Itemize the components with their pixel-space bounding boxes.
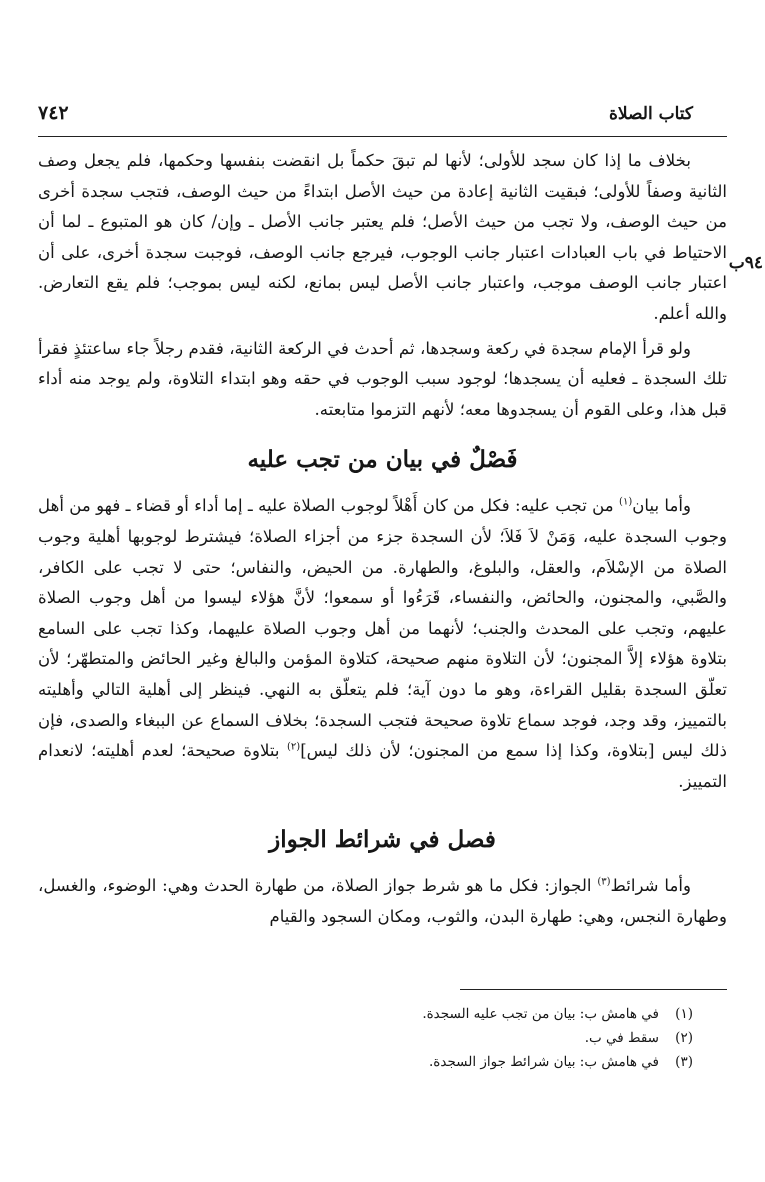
footnotes (133, 1002, 693, 1074)
page-header (38, 104, 693, 134)
paragraph-1: بخلاف ما إذا كان سجد للأولى؛ لأنها لم تبقَ حكماً بل انقضت بنفسها وحكمها، فلم يجعل وصف الثانية وصفاً للأولى؛ فبقيت الثانية إعادة من حيث الأصل ابتداءً من حيث الوصف، فتجب سجدة أخرى من حيث الوصف، ولا تجب من حيث الأصل؛ فلم يعتبر جانب الأصل ـ وإن/ كان هو المتبوع ـ لما أن الاحتياط في باب العبادات اعتبار جانب الوجوب، فيرجع جانب الوصف، فوجبت سجدة أخرى، على أن اعتبار جانب الوصف موجب، واعتبار جانب الأصل ليس بمانع، لكنه ليس بموجب؛ فلم يقع التعارض. والله أعلم. (38, 151, 727, 323)
footnote-1-number: (١) (675, 1006, 693, 1022)
paragraph-3-start: وأما بيان (632, 496, 692, 516)
footnote-1 (133, 1002, 693, 1026)
header-rule (38, 136, 727, 137)
section-heading-who-must: فَصْلٌ في بيان من تجب عليه (247, 446, 518, 474)
footnote-2-number: (٢) (675, 1030, 693, 1046)
paragraph-3-body: من تجب عليه: فكل من كان أَهْلاً لوجوب الصلاة عليه ـ إما أداء أو قضاء ـ فهو من أهل وجوب السجدة عليه، وَمَنْ لاَ فَلاَ؛ لأن السجدة جزء من أجزاء الصلاة؛ فيشترط لوجوبها أهلية وجوب الصلاة من الإسْلاَم، والعقل، والبلوغ، والطهارة. من الحيض، والنفاس؛ حتى لا تجب على الكافر، والصَّبي، والمجنون، والحائض، والنفساء، قَرَءُوا أو سمعوا؛ لأنَّ هؤلاء ليسوا من أهل وجوب الصلاة عليهم، وتجب على المحدث والجنب؛ لأنهما من أهل وجوب الصلاة عليهما، وكذا تجب على السامع بتلاوة هؤلاء إلاَّ المجنون؛ لأن التلاوة منهم صحيحة، كتلاوة المؤمن والبالغ وغير الحائض والمتطهّر؛ لأن تعلّق السجدة بقليل القراءة، وهو ما دون آية؛ فلم يتعلّق به النهي. فينظر إلى أهلية التالي وأهليته بالتمييز، وقد وجد، فوجد سماع تلاوة صحيحة فتجب السجدة؛ بخلاف السماع عن الببغاء والصدى، فإن ذلك ليس [بتلاوة، وكذا إذا سمع من المجنون؛ لأن ذلك ليس] (38, 496, 727, 761)
paragraph-4 (38, 871, 727, 932)
footnote-3-text: في هامش ب: بيان شرائط جواز السجدة. (429, 1054, 659, 1070)
paragraph-4-start: وأما شرائط (610, 876, 691, 896)
paragraph-3 (38, 491, 727, 797)
footnote-2 (133, 1026, 693, 1050)
footnote-ref-2: (٢) (287, 741, 301, 753)
paragraph-2: ولو قرأ الإمام سجدة في ركعة وسجدها، ثم أحدث في الركعة الثانية، فقدم رجلاً جاء ساعتئذٍ فقرأ تلك السجدة ـ فعليه أن يسجدها؛ لوجود سبب الوجوب في حقه وهو ابتداء التلاوة، ولم يوجد منه أداء قبل هذا، وعلى القوم أن يسجدوها معه؛ لأنهم التزموا متابعته. (38, 338, 727, 419)
footnote-2-text: سقط في ب. (584, 1030, 659, 1046)
footnote-1-text: في هامش ب: بيان من تجب عليه السجدة. (422, 1006, 659, 1022)
footnote-3-number: (٣) (675, 1054, 693, 1070)
paragraph-3-end: بتلاوة صحيحة؛ لعدم أهليته؛ لانعدام التمييز. (38, 741, 727, 791)
paragraph-4-body: الجواز: فكل ما هو شرط جواز الصلاة، من طهارة الحدث وهي: الوضوء، والغسل، وطهارة النجس، وهي: طهارة البدن، والثوب، ومكان السجود والقيام (38, 876, 727, 926)
main-text (38, 146, 727, 932)
page-number: ٧٤٢ (38, 102, 69, 124)
margin-folio-note: ٩٤ب (728, 253, 763, 273)
running-title: كتاب الصلاة (608, 104, 693, 124)
footnote-rule (460, 989, 727, 990)
footnote-ref-3: (٣) (597, 876, 611, 888)
footnote-ref-1: (١) (619, 496, 633, 508)
section-heading-conditions: فصل في شرائط الجواز (269, 826, 496, 854)
footnote-3 (133, 1050, 693, 1074)
